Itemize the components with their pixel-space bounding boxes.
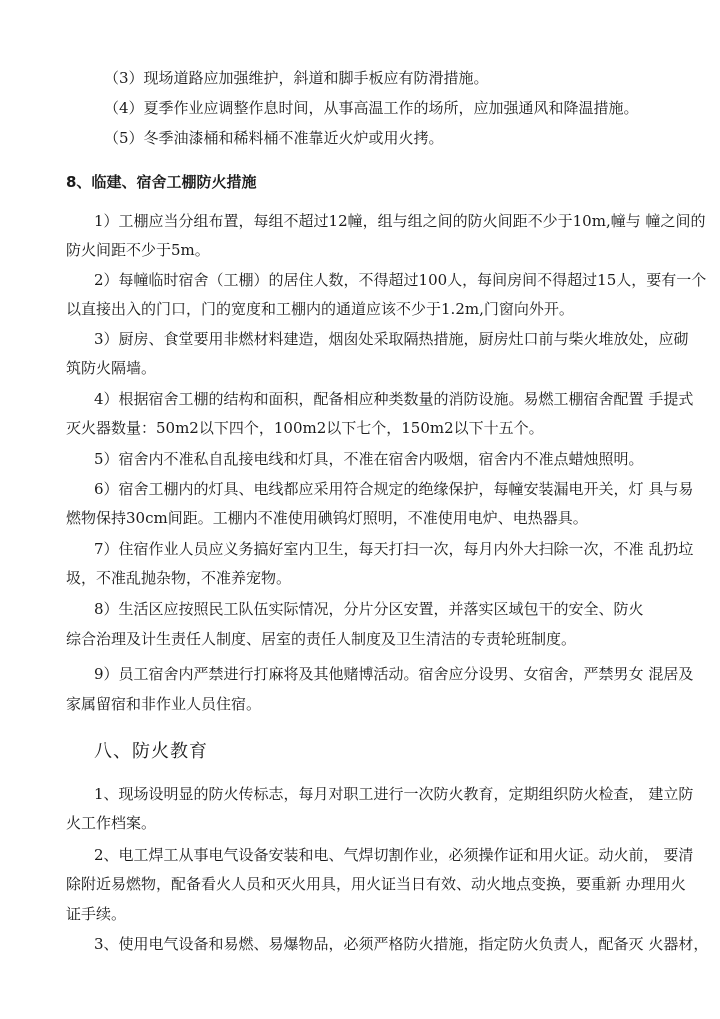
paragraph-line: 防火间距不少于5m。 (66, 241, 210, 259)
paragraph-line: 家属留宿和非作业人员住宿。 (66, 695, 262, 713)
paragraph-line: 火工作档案。 (66, 814, 157, 832)
section-number: 8、 (66, 173, 92, 191)
paragraph-line: 以直接出入的门口，门的宽度和工棚内的通道应该不少于1.2m,门窗向外开。 (66, 300, 574, 318)
paragraph-line: 3、使用电气设备和易燃、易爆物品，必须严格防火措施，指定防火负责人，配备灭 火器材， (94, 935, 709, 953)
list-item: （4）夏季作业应调整作息时间，从事高温工作的场所，应加强通风和降温措施。 (104, 99, 639, 117)
list-item: （5）冬季油漆桶和稀料桶不准靠近火炉或用火拷。 (104, 129, 444, 147)
paragraph-line: 燃物保持30cm间距。工棚内不准使用碘钨灯照明，不准使用电炉、电热器具。 (66, 509, 588, 527)
paragraph-line: 筑防火隔墙。 (66, 359, 157, 377)
paragraph-line: 4）根据宿舍工棚的结构和面积，配备相应种类数量的消防设施。易燃工棚宿舍配置 手提式 (94, 390, 694, 408)
paragraph-line: 3）厨房、食堂要用非燃材料建造，烟囱处采取隔热措施，厨房灶口前与柴火堆放处，应砌 (94, 330, 689, 348)
paragraph-line: 1、现场设明显的防火传标志，每月对职工进行一次防火教育，定期组织防火检查， 建立防 (94, 785, 694, 803)
paragraph-line: 证手续。 (66, 905, 127, 923)
paragraph-line: 2）每幢临时宿舍（工棚）的居住人数，不得超过100人，每间房间不得超过15人，要有一个 (94, 271, 707, 289)
paragraph-line: 6）宿舍工棚内的灯具、电线都应采用符合规定的绝缘保护，每幢安装漏电开关，灯 具与易 (94, 480, 694, 498)
paragraph-line: 7）住宿作业人员应义务搞好室内卫生，每天打扫一次，每月内外大扫除一次，不准 乱扔垃 (94, 540, 694, 558)
paragraph-line: 综合治理及计生责任人制度、居室的责任人制度及卫生清洁的专责轮班制度。 (66, 630, 577, 648)
paragraph-line: 灭火器数量：50m2以下四个，100m2以下七个，150m2以下十五个。 (66, 419, 544, 437)
paragraph-line: 1）工棚应当分组布置，每组不超过12幢，组与组之间的防火间距不少于10m,幢与 幢之间的 (94, 212, 706, 230)
section-title: 临建、宿舍工棚防火措施 (91, 173, 257, 191)
chapter-heading: 八、防火教育 (94, 741, 208, 762)
paragraph-line: 8）生活区应按照民工队伍实际情况，分片分区安置，并落实区域包干的安全、防火 (94, 600, 644, 618)
section-heading (66, 172, 256, 192)
list-item: （3）现场道路应加强维护，斜道和脚手板应有防滑措施。 (104, 69, 489, 87)
paragraph-line: 2、电工焊工从事电气设备安装和电、气焊切割作业，必须操作证和用火证。动火前， 要清 (94, 846, 694, 864)
paragraph-line: 9）员工宿舍内严禁进行打麻将及其他赌博活动。宿舍应分设男、女宿舍，严禁男女 混居及 (94, 665, 694, 683)
paragraph-line: 圾，不准乱抛杂物，不准养宠物。 (66, 569, 292, 587)
paragraph-line: 5）宿舍内不准私自乱接电线和灯具，不准在宿舍内吸烟，宿舍内不准点蜡烛照明。 (94, 450, 644, 468)
paragraph-line: 除附近易燃物，配备看火人员和灭火用具，用火证当日有效、动火地点变换，要重新 办理用火 (66, 875, 686, 893)
